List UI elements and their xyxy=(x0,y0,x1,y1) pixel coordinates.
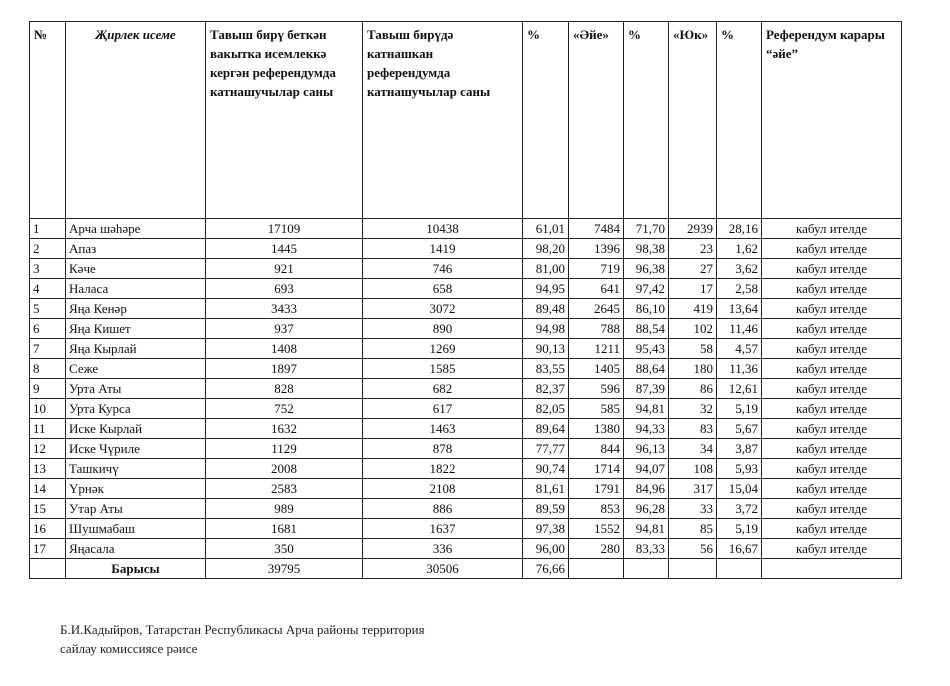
cell-result: кабул ителде xyxy=(762,459,902,479)
cell-pct-no: 5,67 xyxy=(717,419,762,439)
total-pct-voted: 76,66 xyxy=(523,559,569,579)
table-row xyxy=(30,479,902,499)
cell-settlement-name: Яңа Кырлай xyxy=(66,339,206,359)
table-row xyxy=(30,319,902,339)
cell-no-votes: 317 xyxy=(669,479,717,499)
cell-no-votes: 58 xyxy=(669,339,717,359)
cell-yes: 788 xyxy=(569,319,624,339)
table-row xyxy=(30,259,902,279)
cell-result: кабул ителде xyxy=(762,239,902,259)
cell-pct-yes: 96,13 xyxy=(624,439,669,459)
cell-empty xyxy=(569,559,624,579)
cell-registered: 1408 xyxy=(206,339,363,359)
cell-voted: 1585 xyxy=(363,359,523,379)
cell-pct-no: 1,62 xyxy=(717,239,762,259)
cell-result: кабул ителде xyxy=(762,379,902,399)
cell-pct-voted: 81,00 xyxy=(523,259,569,279)
cell-pct-voted: 83,55 xyxy=(523,359,569,379)
cell-settlement-name: Иске Кырлай xyxy=(66,419,206,439)
cell-voted: 658 xyxy=(363,279,523,299)
referendum-results-table xyxy=(29,21,902,579)
cell-registered: 1897 xyxy=(206,359,363,379)
cell-pct-yes: 86,10 xyxy=(624,299,669,319)
cell-settlement-name: Яңа Кишет xyxy=(66,319,206,339)
table-row xyxy=(30,299,902,319)
cell-pct-yes: 94,81 xyxy=(624,399,669,419)
cell-pct-no: 11,46 xyxy=(717,319,762,339)
cell-pct-yes: 95,43 xyxy=(624,339,669,359)
cell-voted: 1463 xyxy=(363,419,523,439)
cell-yes: 1791 xyxy=(569,479,624,499)
cell-no: 15 xyxy=(30,499,66,519)
cell-pct-no: 16,67 xyxy=(717,539,762,559)
table-row xyxy=(30,239,902,259)
table-row xyxy=(30,539,902,559)
cell-settlement-name: Яңасала xyxy=(66,539,206,559)
cell-settlement-name: Утар Аты xyxy=(66,499,206,519)
cell-pct-voted: 61,01 xyxy=(523,219,569,239)
cell-no-votes: 102 xyxy=(669,319,717,339)
cell-result: кабул ителде xyxy=(762,519,902,539)
cell-result: кабул ителде xyxy=(762,359,902,379)
table-row xyxy=(30,219,902,239)
cell-registered: 921 xyxy=(206,259,363,279)
cell-voted: 746 xyxy=(363,259,523,279)
cell-pct-yes: 84,96 xyxy=(624,479,669,499)
cell-pct-voted: 90,13 xyxy=(523,339,569,359)
cell-pct-yes: 94,07 xyxy=(624,459,669,479)
cell-voted: 617 xyxy=(363,399,523,419)
cell-result: кабул ителде xyxy=(762,279,902,299)
cell-registered: 752 xyxy=(206,399,363,419)
cell-pct-no: 5,19 xyxy=(717,399,762,419)
cell-pct-yes: 88,64 xyxy=(624,359,669,379)
cell-pct-yes: 96,38 xyxy=(624,259,669,279)
cell-no-votes: 86 xyxy=(669,379,717,399)
header-pct-no: % xyxy=(717,22,762,219)
cell-no-votes: 83 xyxy=(669,419,717,439)
cell-result: кабул ителде xyxy=(762,539,902,559)
cell-voted: 10438 xyxy=(363,219,523,239)
cell-pct-voted: 82,05 xyxy=(523,399,569,419)
cell-no: 10 xyxy=(30,399,66,419)
table-row xyxy=(30,379,902,399)
cell-settlement-name: Наласа xyxy=(66,279,206,299)
cell-registered: 1632 xyxy=(206,419,363,439)
cell-pct-yes: 71,70 xyxy=(624,219,669,239)
cell-yes: 844 xyxy=(569,439,624,459)
cell-pct-no: 2,58 xyxy=(717,279,762,299)
cell-no: 17 xyxy=(30,539,66,559)
cell-pct-voted: 82,37 xyxy=(523,379,569,399)
table-row xyxy=(30,499,902,519)
cell-no-votes: 2939 xyxy=(669,219,717,239)
header-voted: Тавыш бирүдә катнашкан референдумда катнашучылар саны xyxy=(363,22,523,219)
cell-yes: 585 xyxy=(569,399,624,419)
cell-no: 3 xyxy=(30,259,66,279)
cell-no-votes: 27 xyxy=(669,259,717,279)
cell-settlement-name: Урта Аты xyxy=(66,379,206,399)
cell-registered: 693 xyxy=(206,279,363,299)
cell-no: 6 xyxy=(30,319,66,339)
cell-no: 7 xyxy=(30,339,66,359)
cell-voted: 1419 xyxy=(363,239,523,259)
header-pct-voted: % xyxy=(523,22,569,219)
cell-no: 5 xyxy=(30,299,66,319)
cell-no: 12 xyxy=(30,439,66,459)
cell-empty xyxy=(624,559,669,579)
cell-registered: 1129 xyxy=(206,439,363,459)
cell-registered: 828 xyxy=(206,379,363,399)
cell-registered: 937 xyxy=(206,319,363,339)
cell-empty xyxy=(717,559,762,579)
cell-settlement-name: Сеже xyxy=(66,359,206,379)
header-yes: «Әйе» xyxy=(569,22,624,219)
cell-pct-yes: 96,28 xyxy=(624,499,669,519)
cell-yes: 853 xyxy=(569,499,624,519)
cell-pct-voted: 89,48 xyxy=(523,299,569,319)
total-voted: 30506 xyxy=(363,559,523,579)
cell-result: кабул ителде xyxy=(762,219,902,239)
cell-pct-voted: 90,74 xyxy=(523,459,569,479)
cell-pct-voted: 81,61 xyxy=(523,479,569,499)
cell-pct-voted: 89,59 xyxy=(523,499,569,519)
cell-registered: 989 xyxy=(206,499,363,519)
cell-no-votes: 33 xyxy=(669,499,717,519)
cell-voted: 886 xyxy=(363,499,523,519)
cell-empty xyxy=(762,559,902,579)
cell-result: кабул ителде xyxy=(762,419,902,439)
cell-yes: 1405 xyxy=(569,359,624,379)
cell-pct-no: 3,87 xyxy=(717,439,762,459)
cell-yes: 596 xyxy=(569,379,624,399)
cell-pct-yes: 97,42 xyxy=(624,279,669,299)
header-result: Референдум карары “әйе” xyxy=(762,22,902,219)
table-row xyxy=(30,419,902,439)
cell-result: кабул ителде xyxy=(762,259,902,279)
cell-settlement-name: Үрнәк xyxy=(66,479,206,499)
cell-pct-voted: 94,98 xyxy=(523,319,569,339)
header-registered: Тавыш бирү беткән вакытка исемлеккә кергән референдумда катнашучылар саны xyxy=(206,22,363,219)
cell-no-votes: 32 xyxy=(669,399,717,419)
cell-settlement-name: Арча шәһәре xyxy=(66,219,206,239)
cell-registered: 3433 xyxy=(206,299,363,319)
cell-no: 13 xyxy=(30,459,66,479)
cell-no-votes: 34 xyxy=(669,439,717,459)
cell-registered: 1681 xyxy=(206,519,363,539)
cell-registered: 17109 xyxy=(206,219,363,239)
cell-pct-no: 11,36 xyxy=(717,359,762,379)
cell-settlement-name: Апаз xyxy=(66,239,206,259)
cell-result: кабул ителде xyxy=(762,479,902,499)
cell-no: 11 xyxy=(30,419,66,439)
header-no-votes: «Юк» xyxy=(669,22,717,219)
table-row xyxy=(30,519,902,539)
cell-no-votes: 85 xyxy=(669,519,717,539)
cell-yes: 1714 xyxy=(569,459,624,479)
cell-yes: 1380 xyxy=(569,419,624,439)
cell-result: кабул ителде xyxy=(762,319,902,339)
total-row xyxy=(30,559,902,579)
header-no: № xyxy=(30,22,66,219)
cell-pct-voted: 97,38 xyxy=(523,519,569,539)
cell-no-votes: 56 xyxy=(669,539,717,559)
signature-line-2: сайлау комиссиясе рәисе xyxy=(60,641,198,656)
cell-empty xyxy=(669,559,717,579)
cell-registered: 2583 xyxy=(206,479,363,499)
cell-pct-no: 12,61 xyxy=(717,379,762,399)
cell-voted: 3072 xyxy=(363,299,523,319)
cell-registered: 1445 xyxy=(206,239,363,259)
table-row xyxy=(30,459,902,479)
cell-pct-no: 13,64 xyxy=(717,299,762,319)
cell-pct-voted: 89,64 xyxy=(523,419,569,439)
total-registered: 39795 xyxy=(206,559,363,579)
cell-no: 2 xyxy=(30,239,66,259)
cell-voted: 1822 xyxy=(363,459,523,479)
cell-voted: 1269 xyxy=(363,339,523,359)
cell-settlement-name: Ташкичү xyxy=(66,459,206,479)
signature-line-1: Б.И.Кадыйров, Татарстан Республикасы Арча районы территория xyxy=(60,622,425,637)
cell-yes: 280 xyxy=(569,539,624,559)
cell-pct-no: 15,04 xyxy=(717,479,762,499)
table-row xyxy=(30,279,902,299)
table-row xyxy=(30,359,902,379)
cell-no-votes: 23 xyxy=(669,239,717,259)
cell-voted: 1637 xyxy=(363,519,523,539)
cell-pct-no: 4,57 xyxy=(717,339,762,359)
cell-voted: 890 xyxy=(363,319,523,339)
cell-pct-voted: 96,00 xyxy=(523,539,569,559)
cell-pct-yes: 83,33 xyxy=(624,539,669,559)
cell-pct-voted: 77,77 xyxy=(523,439,569,459)
cell-no: 8 xyxy=(30,359,66,379)
total-label: Барысы xyxy=(66,559,206,579)
cell-no-votes: 108 xyxy=(669,459,717,479)
cell-settlement-name: Яңа Кенәр xyxy=(66,299,206,319)
cell-pct-yes: 88,54 xyxy=(624,319,669,339)
cell-result: кабул ителде xyxy=(762,399,902,419)
cell-pct-voted: 98,20 xyxy=(523,239,569,259)
cell-yes: 1396 xyxy=(569,239,624,259)
cell-result: кабул ителде xyxy=(762,339,902,359)
cell-voted: 682 xyxy=(363,379,523,399)
cell-no: 9 xyxy=(30,379,66,399)
cell-settlement-name: Иске Чүриле xyxy=(66,439,206,459)
cell-pct-no: 3,62 xyxy=(717,259,762,279)
cell-pct-no: 5,19 xyxy=(717,519,762,539)
cell-registered: 350 xyxy=(206,539,363,559)
cell-no: 14 xyxy=(30,479,66,499)
cell-pct-yes: 94,81 xyxy=(624,519,669,539)
cell-pct-yes: 87,39 xyxy=(624,379,669,399)
cell-yes: 641 xyxy=(569,279,624,299)
table-body xyxy=(30,219,902,579)
cell-pct-no: 28,16 xyxy=(717,219,762,239)
cell-no: 4 xyxy=(30,279,66,299)
cell-empty xyxy=(30,559,66,579)
cell-no: 1 xyxy=(30,219,66,239)
table-row xyxy=(30,439,902,459)
cell-pct-voted: 94,95 xyxy=(523,279,569,299)
cell-settlement-name: Кәче xyxy=(66,259,206,279)
cell-registered: 2008 xyxy=(206,459,363,479)
cell-no: 16 xyxy=(30,519,66,539)
cell-no-votes: 419 xyxy=(669,299,717,319)
cell-pct-no: 5,93 xyxy=(717,459,762,479)
header-pct-yes: % xyxy=(624,22,669,219)
cell-voted: 2108 xyxy=(363,479,523,499)
cell-pct-yes: 98,38 xyxy=(624,239,669,259)
cell-result: кабул ителде xyxy=(762,499,902,519)
cell-yes: 1211 xyxy=(569,339,624,359)
cell-settlement-name: Шушмабаш xyxy=(66,519,206,539)
cell-voted: 878 xyxy=(363,439,523,459)
cell-yes: 7484 xyxy=(569,219,624,239)
cell-yes: 2645 xyxy=(569,299,624,319)
cell-yes: 719 xyxy=(569,259,624,279)
cell-yes: 1552 xyxy=(569,519,624,539)
header-row xyxy=(30,22,902,219)
cell-no-votes: 180 xyxy=(669,359,717,379)
cell-pct-no: 3,72 xyxy=(717,499,762,519)
cell-result: кабул ителде xyxy=(762,299,902,319)
cell-result: кабул ителде xyxy=(762,439,902,459)
table-row xyxy=(30,339,902,359)
header-settlement-name: Җирлек исеме xyxy=(66,22,206,219)
table-row xyxy=(30,399,902,419)
cell-voted: 336 xyxy=(363,539,523,559)
signature-block xyxy=(60,620,425,658)
cell-no-votes: 17 xyxy=(669,279,717,299)
cell-settlement-name: Урта Курса xyxy=(66,399,206,419)
cell-pct-yes: 94,33 xyxy=(624,419,669,439)
